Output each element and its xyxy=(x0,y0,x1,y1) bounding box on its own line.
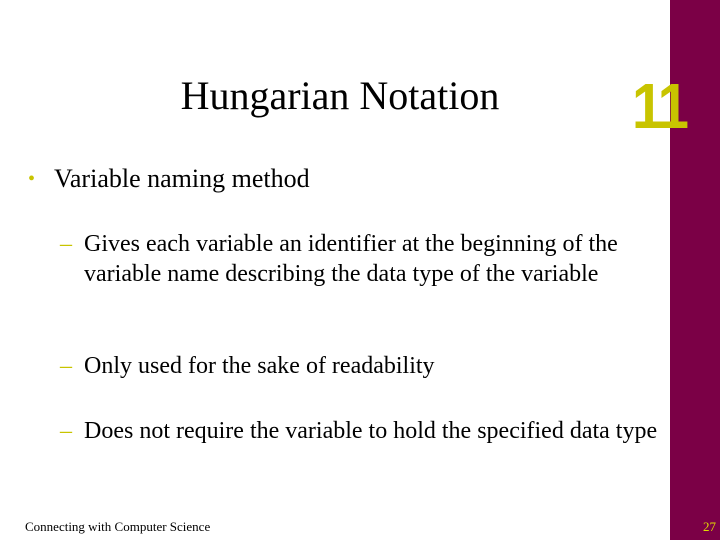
sub-bullet-text: Only used for the sake of readability xyxy=(84,353,435,379)
sub-bullet xyxy=(60,229,660,289)
sub-bullet-text: Gives each variable an identifier at the beginning of the variable name describing the data type of the variable xyxy=(84,231,618,287)
main-bullet-text: Variable naming method xyxy=(54,164,310,193)
sub-bullet-text: Does not require the variable to hold the specified data type xyxy=(84,418,658,444)
sub-bullet-marker: – xyxy=(60,231,72,257)
bullet-marker: • xyxy=(28,168,36,190)
chapter-number: 11 xyxy=(632,70,687,142)
sub-bullet-marker: – xyxy=(60,353,72,379)
footer-text: Connecting with Computer Science xyxy=(25,519,211,534)
sub-bullet xyxy=(60,351,660,381)
sub-bullet-marker: – xyxy=(60,418,72,444)
slide-title: Hungarian Notation xyxy=(180,73,500,118)
page-number: 27 xyxy=(703,519,716,534)
sub-bullet xyxy=(60,416,660,446)
